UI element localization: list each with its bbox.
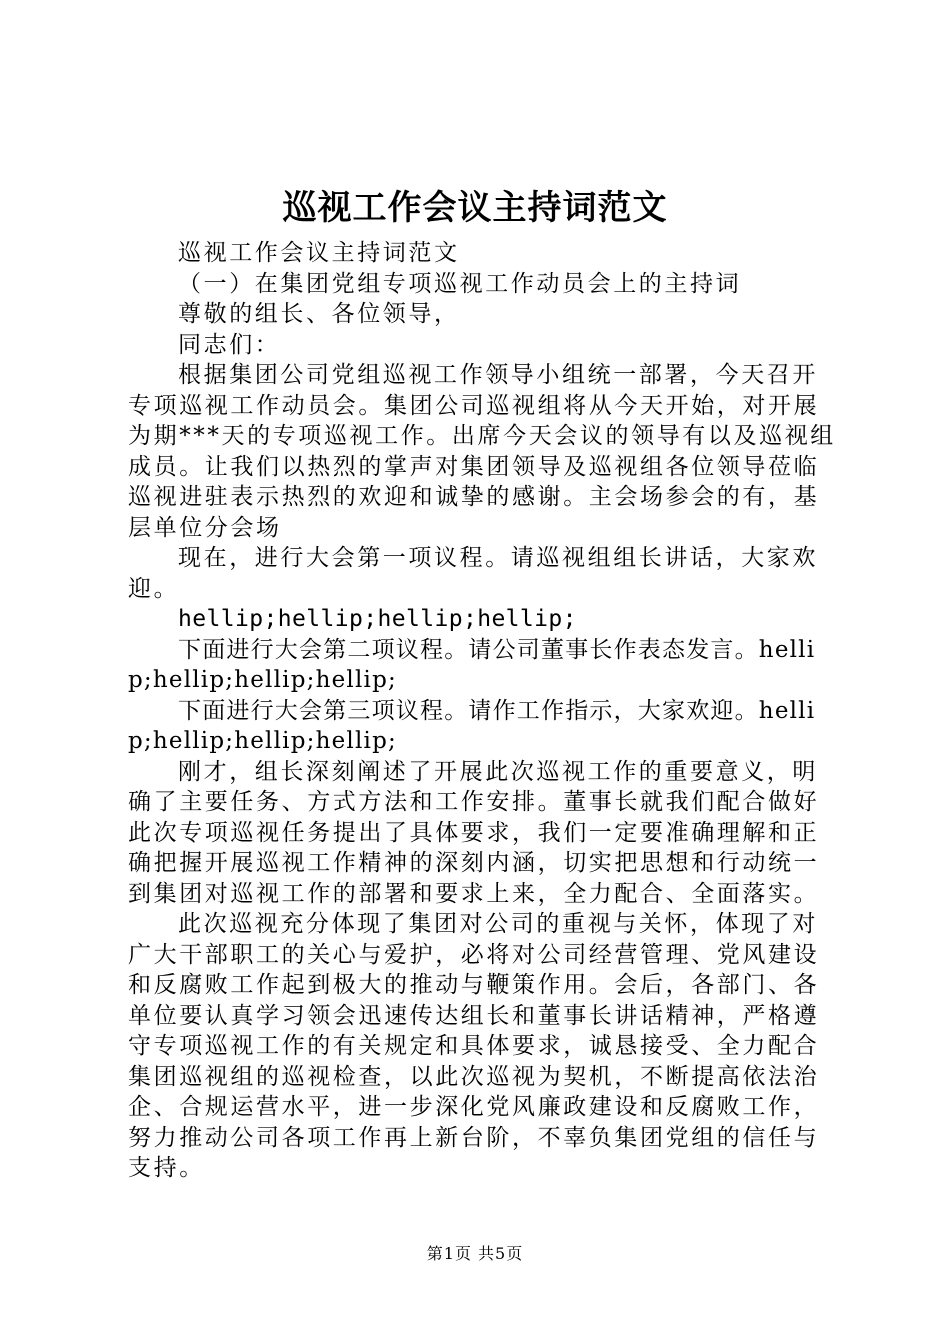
paragraph-section-heading: （一）在集团党组专项巡视工作动员会上的主持词 bbox=[178, 270, 742, 297]
paragraph-salutation: 尊敬的组长、各位领导， bbox=[178, 301, 460, 327]
paragraph-greeting: 同志们： bbox=[178, 331, 281, 358]
page-footer: 第1页 共5页 bbox=[426, 1244, 524, 1263]
paragraph-subtitle: 巡视工作会议主持词范文 bbox=[178, 240, 460, 266]
paragraph-ellipsis: hellip;hellip;hellip;hellip; bbox=[178, 606, 577, 632]
paragraph-summary: 刚才，组长深刻阐述了开展此次巡视工作的重要意义，明确了主要任务、方式方法和工作安排。董事长就我们配合做好此次专项巡视任务提出了具体要求，我们一定要准确理解和正确把握开展巡视工作精神的深刻内涵，切实把思想和行动统一到集团对巡视工作的部署和要求上来，全力配合、全面落实。 bbox=[128, 758, 820, 907]
document-body bbox=[128, 238, 840, 1184]
document-title: 巡视工作会议主持词范文 bbox=[282, 188, 668, 228]
paragraph-agenda-two: 下面进行大会第二项议程。请公司董事长作表态发言。hellip;hellip;hellip;hellip; bbox=[128, 636, 816, 693]
paragraph-closing: 此次巡视充分体现了集团对公司的重视与关怀，体现了对广大干部职工的关心与爱护，必将对公司经营管理、党风建设和反腐败工作起到极大的推动与鞭策作用。会后，各部门、各单位要认真学习领会迅速传达组长和董事长讲话精神，严格遵守专项巡视工作的有关规定和具体要求，诚恳接受、全力配合集团巡视组的巡视检查，以此次巡视为契机，不断提高依法治企、合规运营水平，进一步深化党风廉政建设和反腐败工作，努力推动公司各项工作再上新台阶，不辜负集团党组的信任与支持。 bbox=[128, 911, 820, 1181]
paragraph-agenda-three: 下面进行大会第三项议程。请作工作指示，大家欢迎。hellip;hellip;hellip;hellip; bbox=[128, 697, 816, 754]
paragraph-opening: 根据集团公司党组巡视工作领导小组统一部署，今天召开专项巡视工作动员会。集团公司巡视组将从今天开始，对开展为期***天的专项巡视工作。出席今天会议的领导有以及巡视组成员。让我们以热烈的掌声对集团领导及巡视组各位领导莅临巡视进驻表示热烈的欢迎和诚挚的感谢。主会场参会的有，基层单位分会场 bbox=[128, 362, 836, 541]
paragraph-agenda-one: 现在，进行大会第一项议程。请巡视组组长讲话，大家欢迎。 bbox=[128, 545, 818, 602]
